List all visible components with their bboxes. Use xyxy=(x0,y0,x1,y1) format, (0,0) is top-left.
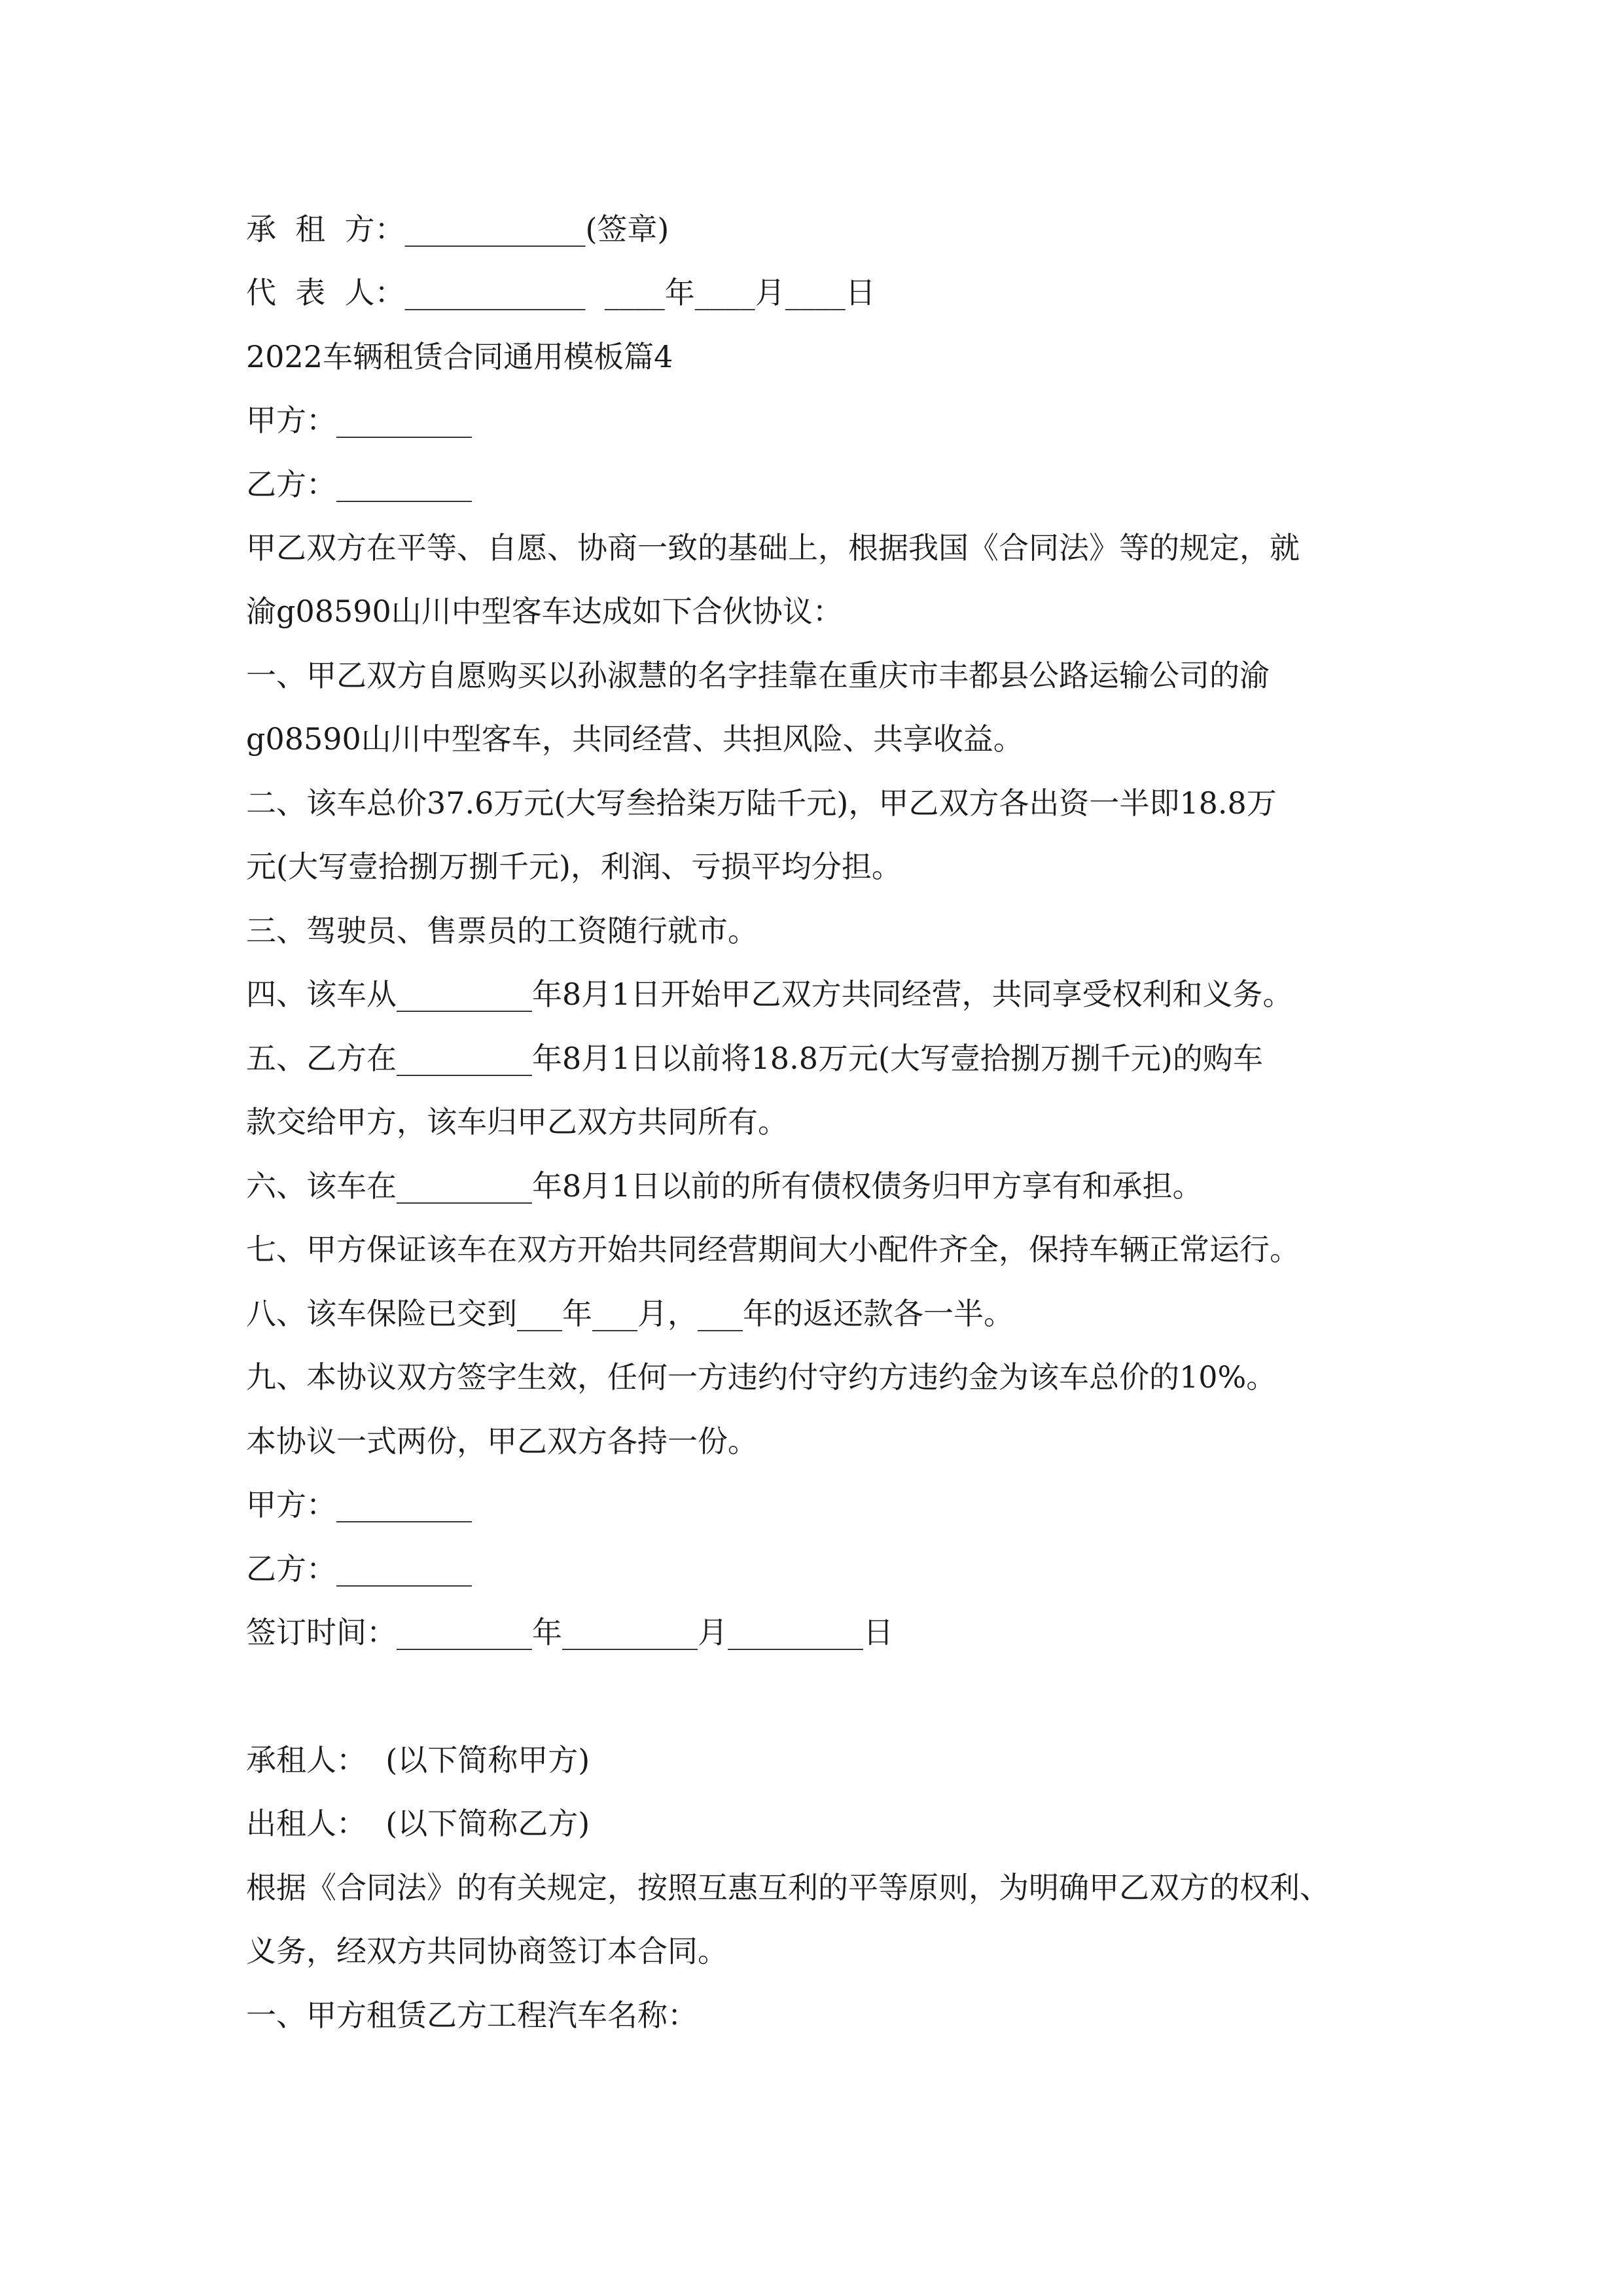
contract-5-intro-line-2: 义务，经双方共同协商签订本合同。 xyxy=(246,1933,728,1969)
contract-5-intro-line-1: 根据《合同法》的有关规定，按照互惠互利的平等原则，为明确甲乙双方的权利、 xyxy=(246,1870,1330,1905)
clause-5-line-1: 五、乙方在_________年8月1日以前将18.8万元(大写壹拾捌万捌千元)的购车 xyxy=(246,1041,1263,1076)
lessor-line: 出租人： (以下简称乙方) xyxy=(246,1806,590,1841)
copies-line: 本协议一式两份，甲乙双方各持一份。 xyxy=(246,1424,758,1459)
signing-date-line: 签订时间：_________年_________月_________日 xyxy=(246,1615,893,1650)
signature-party-a: 甲方：_________ xyxy=(246,1487,472,1522)
clause-5-line-2: 款交给甲方，该车归甲乙双方共同所有。 xyxy=(246,1104,788,1139)
clause-6: 六、该车在_________年8月1日以前的所有债权债务归甲方享有和承担。 xyxy=(246,1168,1203,1204)
clause-4: 四、该车从_________年8月1日开始甲乙双方共同经营，共同享受权利和义务。 xyxy=(246,977,1293,1012)
intro-paragraph-line-1: 甲乙双方在平等、自愿、协商一致的基础上，根据我国《合同法》等的规定，就 xyxy=(246,530,1300,565)
signature-party-b: 乙方：_________ xyxy=(246,1551,472,1587)
clause-1-line-1: 一、甲乙双方自愿购买以孙淑慧的名字挂靠在重庆市丰都县公路运输公司的渝 xyxy=(246,658,1270,693)
clause-2-line-1: 二、该车总价37.6万元(大写叁拾柒万陆千元)，甲乙双方各出资一半即18.8万 xyxy=(246,785,1277,821)
clause-3: 三、驾驶员、售票员的工资随行就市。 xyxy=(246,913,758,948)
lessee-line: 承租人： (以下简称甲方) xyxy=(246,1742,590,1778)
party-b-line: 乙方：_________ xyxy=(246,467,472,502)
clause-9: 九、本协议双方签字生效，任何一方违约付守约方违约金为该车总价的10%。 xyxy=(246,1359,1277,1395)
section-title: 2022车辆租赁合同通用模板篇4 xyxy=(246,339,673,374)
lessee-signature-line: 承 租 方：____________(签章) xyxy=(246,211,669,247)
party-a-line: 甲方：_________ xyxy=(246,403,472,438)
contract-5-clause-1: 一、甲方租赁乙方工程汽车名称： xyxy=(246,1998,698,2033)
clause-1-line-2: g08590山川中型客车，共同经营、共担风险、共享收益。 xyxy=(246,721,1024,757)
clause-7: 七、甲方保证该车在双方开始共同经营期间大小配件齐全，保持车辆正常运行。 xyxy=(246,1232,1300,1267)
clause-8: 八、该车保险已交到___年___月，___年的返还款各一半。 xyxy=(246,1296,1014,1331)
representative-date-line: 代 表 人：____________ ____年____月____日 xyxy=(246,275,876,310)
intro-paragraph-line-2: 渝g08590山川中型客车达成如下合伙协议： xyxy=(246,594,843,629)
clause-2-line-2: 元(大写壹拾捌万捌千元)，利润、亏损平均分担。 xyxy=(246,849,902,884)
